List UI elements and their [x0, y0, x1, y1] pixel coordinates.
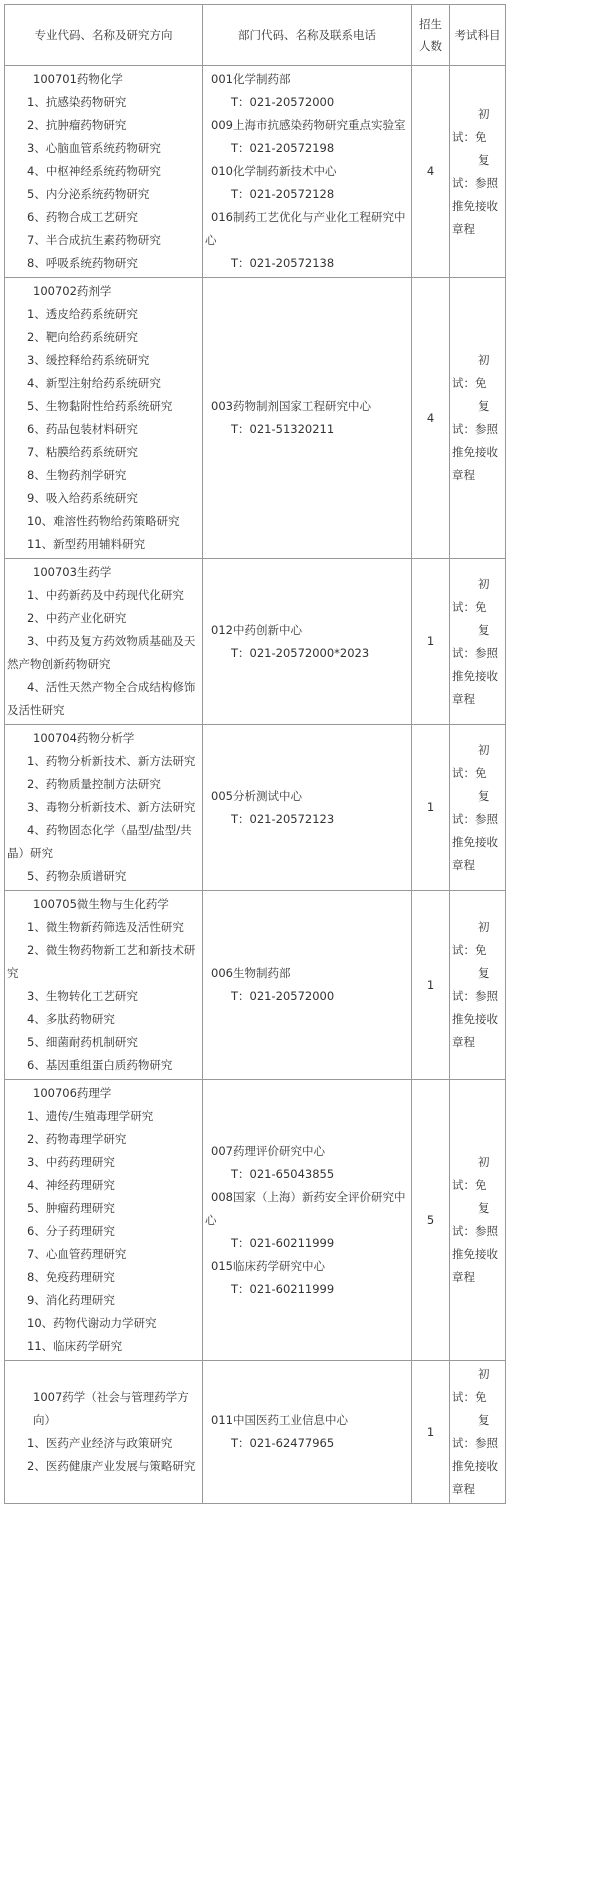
enrollment-count: 1 [412, 1361, 450, 1504]
dept-phone: T：021-20572000 [231, 989, 335, 1003]
table-row [5, 1080, 506, 1361]
dept-phone: T：021-60211999 [231, 1281, 335, 1296]
exam-cell [450, 1361, 506, 1504]
table-row [5, 66, 506, 278]
enrollment-table [4, 4, 506, 1504]
research-direction: 1、遗传/生殖毒理学研究 [27, 1109, 154, 1123]
research-direction: 2、药物毒理学研究 [27, 1132, 127, 1146]
exam-line1: 初试：免 [452, 353, 490, 390]
dept-phone: T：021-20572128 [231, 187, 335, 201]
dept-phone: T：021-65043855 [231, 1166, 335, 1181]
dept-name: 008国家（上海）新药安全评价研究中心 [205, 1189, 406, 1227]
exam-line1: 初试：免 [452, 1367, 490, 1404]
exam-cell [450, 66, 506, 278]
research-direction: 10、难溶性药物给药策略研究 [27, 514, 180, 528]
dept-name: 015临床药学研究中心 [211, 1258, 325, 1273]
exam-line3: 推免接收章程 [452, 834, 498, 872]
major-cell [5, 559, 203, 725]
research-direction: 3、中药药理研究 [27, 1155, 115, 1169]
dept-cell [203, 725, 412, 891]
major-cell [5, 66, 203, 278]
research-direction: 5、药物杂质谱研究 [27, 869, 127, 883]
exam-line2: 复试：参照 [452, 1201, 498, 1238]
enrollment-count: 1 [412, 891, 450, 1080]
research-direction: 2、中药产业化研究 [27, 611, 127, 625]
exam-line1: 初试：免 [452, 576, 490, 614]
dept-cell [203, 278, 412, 559]
research-direction: 2、药物质量控制方法研究 [27, 777, 161, 791]
research-direction: 3、生物转化工艺研究 [27, 989, 138, 1003]
dept-name: 006生物制药部 [211, 966, 291, 980]
research-direction: 1、抗感染药物研究 [27, 95, 127, 109]
header-row [5, 5, 506, 66]
exam-line2: 复试：参照 [452, 1413, 498, 1450]
major-code: 100702药剂学 [33, 284, 112, 298]
exam-cell [450, 725, 506, 891]
dept-name: 010化学制药新技术中心 [211, 164, 337, 178]
major-cell [5, 1080, 203, 1361]
major-code: 100706药理学 [33, 1086, 112, 1100]
dept-phone: T：021-20572138 [231, 256, 335, 270]
enrollment-count: 1 [412, 559, 450, 725]
exam-line3: 推免接收章程 [452, 1459, 498, 1496]
research-direction: 4、中枢神经系统药物研究 [27, 164, 161, 178]
exam-line1: 初试：免 [452, 106, 490, 144]
exam-line3: 推免接收章程 [452, 1247, 498, 1284]
dept-phone: T：021-20572198 [231, 141, 335, 155]
exam-line2: 复试：参照 [452, 788, 498, 826]
research-direction: 8、生物药剂学研究 [27, 468, 127, 482]
research-direction: 3、缓控释给药系统研究 [27, 353, 150, 367]
research-direction: 7、心血管药理研究 [27, 1247, 127, 1261]
research-direction: 6、药物合成工艺研究 [27, 210, 138, 224]
dept-cell [203, 559, 412, 725]
major-cell [5, 1361, 203, 1504]
research-direction: 5、生物黏附性给药系统研究 [27, 399, 173, 413]
research-direction: 7、粘膜给药系统研究 [27, 445, 138, 459]
dept-name: 016制药工艺优化与产业化工程研究中心 [205, 210, 406, 247]
dept-name: 011中国医药工业信息中心 [211, 1413, 348, 1427]
major-cell [5, 891, 203, 1080]
research-direction: 1、中药新药及中药现代化研究 [27, 588, 184, 602]
dept-cell [203, 891, 412, 1080]
research-direction: 10、药物代谢动力学研究 [27, 1316, 157, 1330]
dept-name: 007药理评价研究中心 [211, 1143, 325, 1158]
major-code: 100704药物分析学 [33, 731, 135, 745]
table-row [5, 278, 506, 559]
enrollment-count: 1 [412, 725, 450, 891]
exam-cell [450, 1080, 506, 1361]
research-direction: 4、神经药理研究 [27, 1178, 115, 1192]
table-row [5, 1361, 506, 1504]
major-code: 1007药学（社会与管理药学方向） [33, 1390, 189, 1427]
research-direction: 2、抗肿瘤药物研究 [27, 118, 127, 132]
exam-line1: 初试：免 [452, 742, 490, 780]
research-direction: 4、多肽药物研究 [27, 1012, 115, 1026]
dept-cell [203, 1080, 412, 1361]
research-direction: 2、微生物药物新工艺和新技术研究 [7, 943, 196, 980]
exam-cell [450, 278, 506, 559]
research-direction: 3、中药及复方药效物质基础及天然产物创新药物研究 [7, 634, 196, 671]
dept-name: 012中药创新中心 [211, 622, 302, 637]
exam-line3: 推免接收章程 [452, 445, 498, 482]
enrollment-count: 4 [412, 66, 450, 278]
dept-phone: T：021-20572000*2023 [231, 645, 370, 660]
exam-line3: 推免接收章程 [452, 668, 498, 706]
table-row [5, 559, 506, 725]
research-direction: 2、医药健康产业发展与策略研究 [27, 1459, 196, 1473]
enrollment-count: 5 [412, 1080, 450, 1361]
exam-line1: 初试：免 [452, 1155, 490, 1192]
dept-cell [203, 1361, 412, 1504]
dept-name: 009上海市抗感染药物研究重点实验室 [211, 118, 406, 132]
research-direction: 9、吸入给药系统研究 [27, 491, 138, 505]
research-direction: 11、新型药用辅料研究 [27, 537, 146, 551]
dept-phone: T：021-60211999 [231, 1235, 335, 1250]
research-direction: 6、基因重组蛋白质药物研究 [27, 1058, 173, 1072]
exam-line2: 复试：参照 [452, 399, 498, 436]
research-direction: 4、药物固态化学（晶型/盐型/共晶）研究 [7, 823, 192, 860]
header-major: 专业代码、名称及研究方向 [5, 5, 203, 66]
research-direction: 2、靶向给药系统研究 [27, 330, 138, 344]
dept-cell [203, 66, 412, 278]
research-direction: 6、药品包装材料研究 [27, 422, 138, 436]
research-direction: 5、内分泌系统药物研究 [27, 187, 150, 201]
dept-name: 003药物制剂国家工程研究中心 [211, 399, 371, 413]
header-exam: 考试科目 [450, 5, 506, 66]
major-code: 100705微生物与生化药学 [33, 897, 169, 911]
exam-line1: 初试：免 [452, 920, 490, 957]
dept-phone: T：021-20572123 [231, 811, 335, 826]
research-direction: 8、呼吸系统药物研究 [27, 256, 138, 270]
research-direction: 11、临床药学研究 [27, 1339, 123, 1353]
research-direction: 8、免疫药理研究 [27, 1270, 115, 1284]
research-direction: 1、药物分析新技术、新方法研究 [27, 754, 196, 768]
research-direction: 1、医药产业经济与政策研究 [27, 1436, 173, 1450]
exam-line3: 推免接收章程 [452, 1012, 498, 1049]
table-row [5, 891, 506, 1080]
header-count [412, 5, 450, 66]
major-cell [5, 725, 203, 891]
research-direction: 5、细菌耐药机制研究 [27, 1035, 138, 1049]
research-direction: 3、心脑血管系统药物研究 [27, 141, 161, 155]
header-dept: 部门代码、名称及联系电话 [203, 5, 412, 66]
exam-cell [450, 559, 506, 725]
table-row [5, 725, 506, 891]
header-count-line1: 招生 [419, 17, 442, 31]
research-direction: 1、微生物新药筛选及活性研究 [27, 920, 184, 934]
enrollment-count: 4 [412, 278, 450, 559]
exam-line2: 复试：参照 [452, 966, 498, 1003]
exam-cell [450, 891, 506, 1080]
exam-line2: 复试：参照 [452, 152, 498, 190]
dept-name: 005分析测试中心 [211, 788, 302, 803]
dept-phone: T：021-62477965 [231, 1436, 335, 1450]
dept-phone: T：021-20572000 [231, 95, 335, 109]
research-direction: 1、透皮给药系统研究 [27, 307, 138, 321]
dept-name: 001化学制药部 [211, 72, 291, 86]
exam-line2: 复试：参照 [452, 622, 498, 660]
research-direction: 6、分子药理研究 [27, 1224, 115, 1238]
research-direction: 9、消化药理研究 [27, 1293, 115, 1307]
major-code: 100703生药学 [33, 565, 112, 579]
research-direction: 7、半合成抗生素药物研究 [27, 233, 161, 247]
major-cell [5, 278, 203, 559]
major-code: 100701药物化学 [33, 72, 123, 86]
research-direction: 5、肿瘤药理研究 [27, 1201, 115, 1215]
header-count-line2: 人数 [419, 39, 442, 53]
research-direction: 3、毒物分析新技术、新方法研究 [27, 800, 196, 814]
research-direction: 4、活性天然产物全合成结构修饰及活性研究 [7, 680, 196, 717]
dept-phone: T：021-51320211 [231, 422, 335, 436]
research-direction: 4、新型注射给药系统研究 [27, 376, 161, 390]
exam-line3: 推免接收章程 [452, 198, 498, 236]
